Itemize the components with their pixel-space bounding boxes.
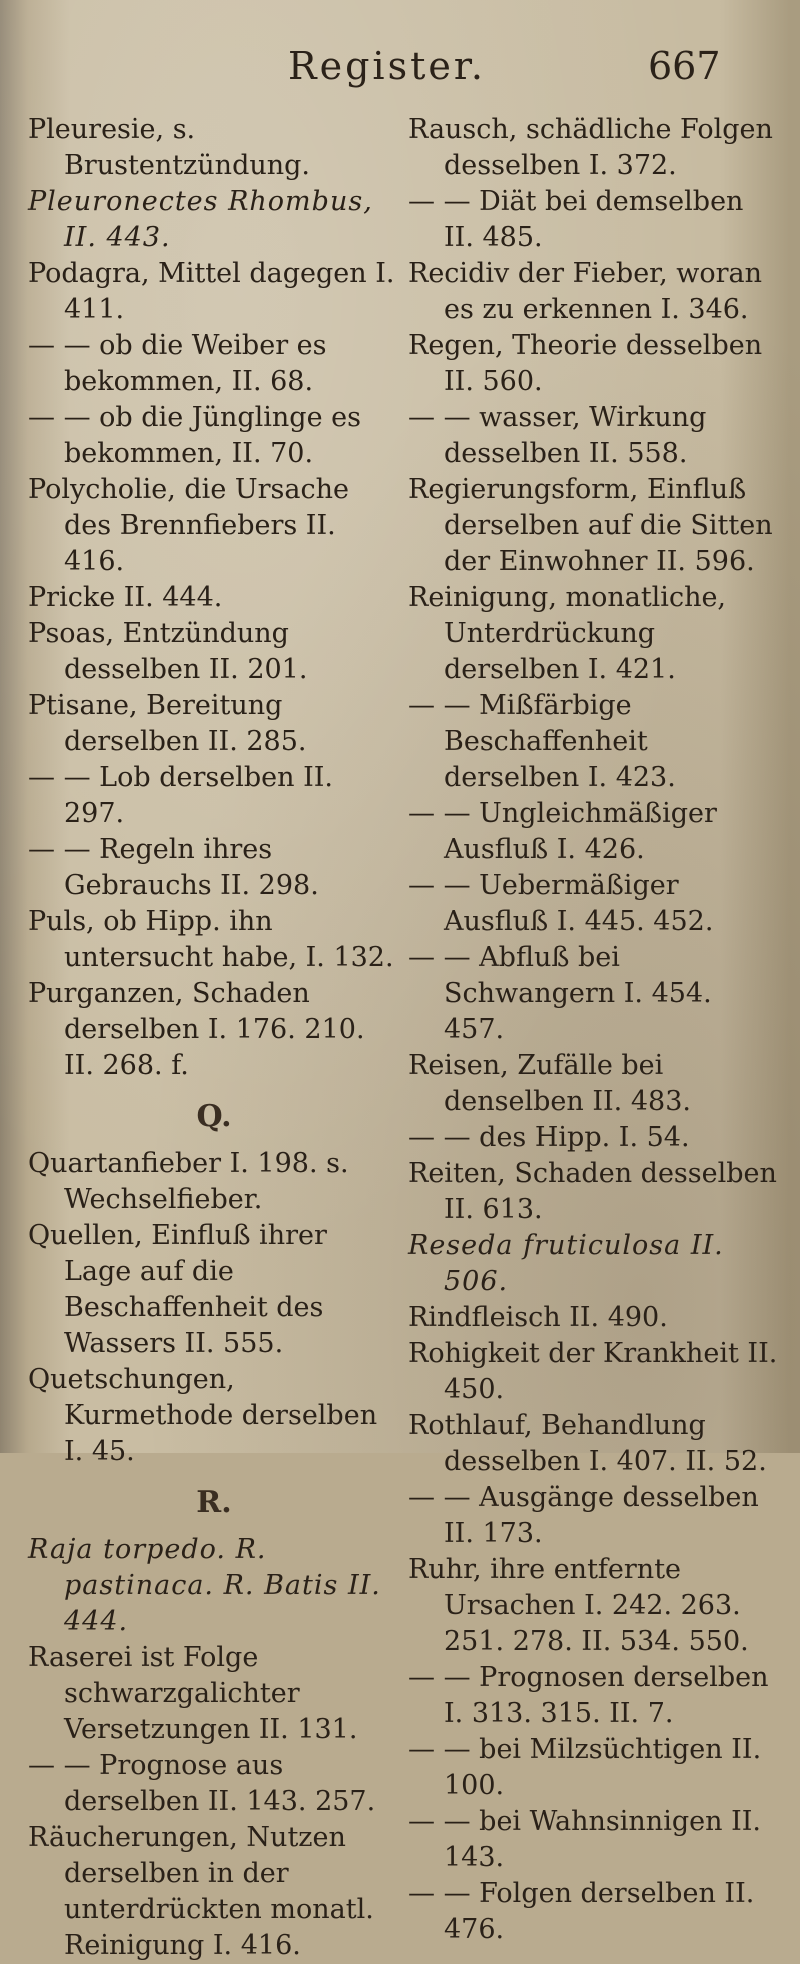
left-column [28, 112, 400, 1964]
index-entry: Regierungsform, Einfluß derselben auf die Sitten der Einwohner II. 596. [408, 474, 773, 577]
index-entry: Pleuronectes Rhombus, II. 443. [28, 186, 373, 253]
index-entry: — — bei Wahnsinnigen II. 143. [408, 1806, 761, 1873]
index-entry: — — Abfluß bei Schwangern I. 454. 457. [408, 942, 712, 1045]
index-entry: — — des Hipp. I. 54. [408, 1122, 690, 1153]
index-entry: Podagra, Mittel dagegen I. 411. [28, 258, 395, 325]
index-entry: — — bei Milzsüchtigen II. 100. [408, 1734, 762, 1801]
index-entry: — — Uebermäßiger Ausfluß I. 445. 452. [408, 870, 714, 937]
index-entry: Quetschungen, Kurmethode derselben I. 45. [28, 1364, 378, 1467]
index-entry: Polycholie, die Ursache des Brennfiebers II. 416. [28, 474, 349, 577]
index-entry: — — Folgen derselben II. 476. [408, 1878, 755, 1945]
index-entry: Rausch, schädliche Folgen desselben I. 372. [408, 114, 773, 181]
index-entry: — — Mißfärbige Beschaffenheit derselben I. 423. [408, 690, 676, 793]
index-entry: Rindfleisch II. 490. [408, 1302, 668, 1333]
index-entry: — — Prognose aus derselben II. 143. 257. [28, 1750, 376, 1817]
index-entry: Puls, ob Hipp. ihn untersucht habe, I. 132. [28, 906, 394, 973]
index-entry: Ruhr, ihre entfernte Ursachen I. 242. 263. 251. 278. II. 534. 550. [408, 1554, 749, 1657]
section-letter-q: Q. [196, 1099, 232, 1134]
index-entry: — — Prognosen derselben I. 313. 315. II. 7. [408, 1662, 769, 1729]
index-entry: Pleuresie, s. Brustentzündung. [28, 114, 310, 181]
index-entry: Reisen, Zufälle bei denselben II. 483. [408, 1050, 691, 1117]
index-entry: — — Ungleichmäßiger Ausfluß I. 426. [408, 798, 717, 865]
index-entry: — — ob die Weiber es bekommen, II. 68. [28, 330, 327, 397]
index-entry: Reseda fruticulosa II. 506. [408, 1230, 724, 1297]
right-column [408, 112, 780, 1948]
index-entry: Quellen, Einfluß ihrer Lage auf die Beschaffenheit des Wassers II. 555. [28, 1220, 327, 1359]
page-header [0, 44, 800, 104]
index-entry: Psoas, Entzündung desselben II. 201. [28, 618, 308, 685]
index-entry: Regen, Theorie desselben II. 560. [408, 330, 763, 397]
index-entry: Pricke II. 444. [28, 582, 223, 613]
index-entry: Reiten, Schaden desselben II. 613. [408, 1158, 777, 1225]
index-entry: Rohigkeit der Krankheit II. 450. [408, 1338, 778, 1405]
index-entry: — — Regeln ihres Gebrauchs II. 298. [28, 834, 319, 901]
index-entry: — — Ausgänge desselben II. 173. [408, 1482, 759, 1549]
index-entry: — — Lob derselben II. 297. [28, 762, 334, 829]
index-entry: Ptisane, Bereitung derselben II. 285. [28, 690, 307, 757]
index-entry: Räucherungen, Nutzen derselben in der unterdrückten monatl. Reinigung I. 416. [28, 1822, 374, 1961]
page-number: 667 [648, 44, 721, 88]
index-entry: Purganzen, Schaden derselben I. 176. 210. II. 268. f. [28, 978, 365, 1081]
index-entry: — — wasser, Wirkung desselben II. 558. [408, 402, 707, 469]
index-entry: — — Diät bei demselben II. 485. [408, 186, 744, 253]
index-entry: Recidiv der Fieber, woran es zu erkennen I. 346. [408, 258, 763, 325]
running-head: Register. [288, 44, 486, 88]
index-entry: — — ob die Jünglinge es bekommen, II. 70. [28, 402, 361, 469]
index-entry: Quartanfieber I. 198. s. Wechselfieber. [28, 1148, 349, 1215]
index-entry: Raserei ist Folge schwarzgalichter Versetzungen II. 131. [28, 1642, 358, 1745]
section-letter-r: R. [196, 1485, 232, 1520]
index-entry: Rothlauf, Behandlung desselben I. 407. II. 52. [408, 1410, 767, 1477]
index-entry: Reinigung, monatliche, Unterdrückung derselben I. 421. [408, 582, 727, 685]
index-entry: Raja torpedo. R. pastinaca. R. Batis II. 444. [28, 1534, 381, 1637]
